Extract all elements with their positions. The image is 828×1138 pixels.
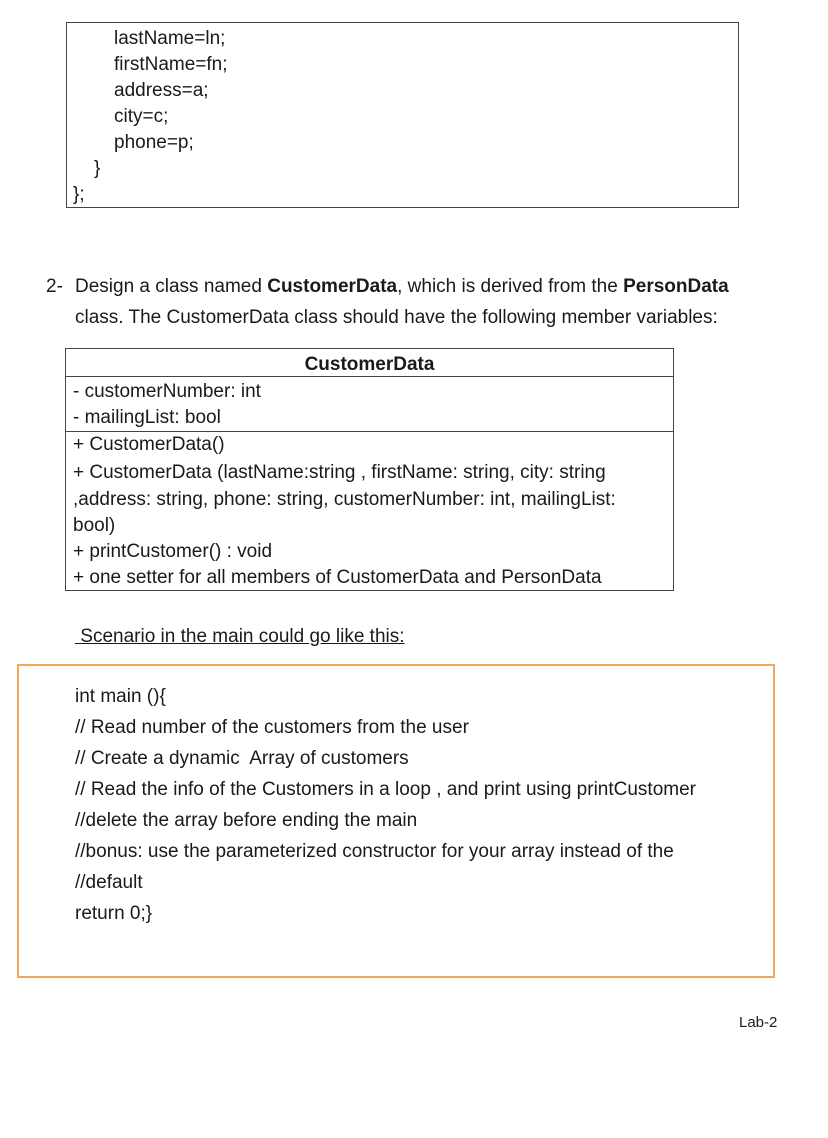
uml-class-name: CustomerData (304, 354, 435, 375)
scenario-code-line: //delete the array before ending the main (75, 810, 418, 831)
uml-method: + one setter for all members of CustomerData and PersonData (73, 567, 602, 588)
scenario-code-line: //default (75, 872, 143, 893)
uml-method: + CustomerData (lastName:string , firstName: string, city: string (73, 462, 606, 483)
code-snippet-box (66, 22, 739, 208)
code-line: address=a; (114, 80, 209, 101)
code-line: city=c; (114, 106, 169, 127)
code-line: firstName=fn; (114, 54, 228, 75)
code-line: }; (73, 184, 85, 205)
class-name-emphasis: CustomerData (267, 276, 398, 297)
uml-method: + printCustomer() : void (73, 541, 273, 562)
code-line: } (94, 158, 101, 179)
scenario-code-line: return 0;} (75, 903, 153, 924)
uml-attribute: - mailingList: bool (73, 407, 221, 428)
question-text: Design a class named (75, 276, 268, 297)
scenario-code-line: int main (){ (75, 686, 166, 707)
uml-divider (66, 376, 673, 377)
code-line: lastName=ln; (114, 28, 226, 49)
question-text-line-2: class. The CustomerData class should have the following member variables: (75, 307, 718, 328)
base-class-emphasis: PersonData (623, 276, 729, 297)
scenario-heading: Scenario in the main could go like this: (75, 626, 405, 647)
uml-attribute: - customerNumber: int (73, 381, 261, 402)
question-text-line-1 (75, 274, 729, 300)
code-line: phone=p; (114, 132, 194, 153)
uml-method: bool) (73, 515, 116, 536)
scenario-code-line: //bonus: use the parameterized constructor for your array instead of the (75, 841, 674, 862)
uml-method: ,address: string, phone: string, customerNumber: int, mailingList: (73, 489, 616, 510)
uml-class-table (65, 348, 674, 591)
question-number: 2- (46, 276, 63, 297)
scenario-code-box (17, 664, 775, 978)
scenario-code-line: // Create a dynamic Array of customers (75, 748, 409, 769)
scenario-code-line: // Read the info of the Customers in a loop , and print using printCustomer (75, 779, 696, 800)
question-text: , which is derived from the (397, 276, 624, 297)
scenario-code-line: // Read number of the customers from the user (75, 717, 469, 738)
page-footer-label: Lab-2 (739, 1014, 778, 1031)
uml-method: + CustomerData() (73, 434, 225, 455)
